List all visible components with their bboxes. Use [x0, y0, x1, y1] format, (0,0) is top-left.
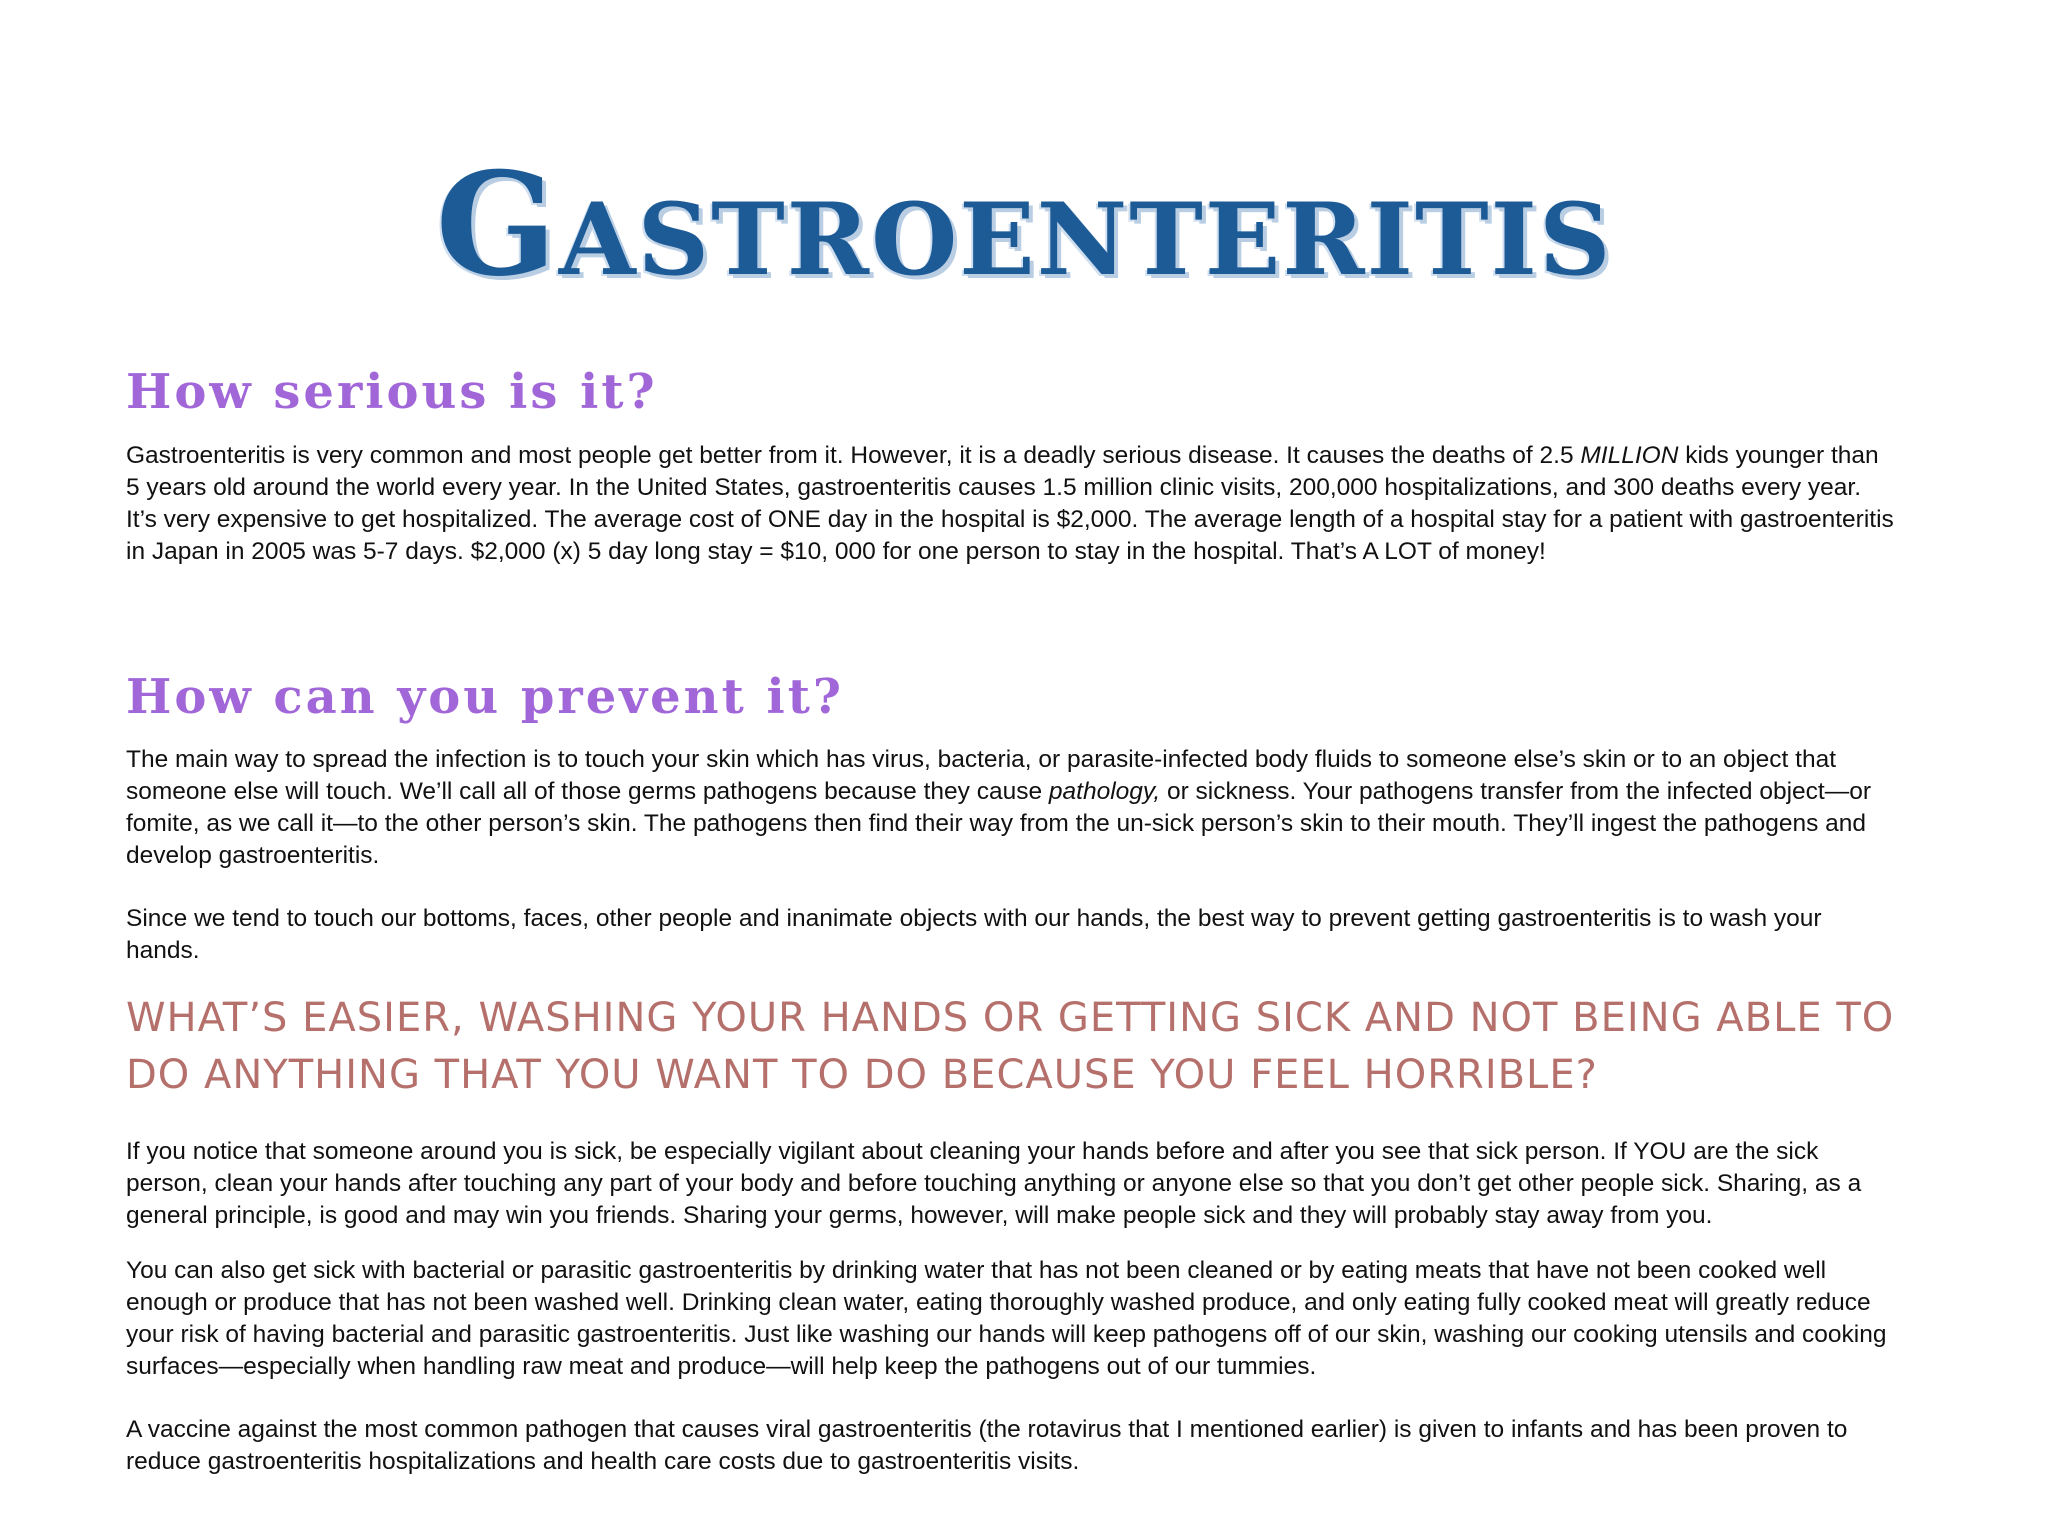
paragraph-text: Gastroenteritis is very common and most people get better from it. However, it is a deadly serious disease. It causes the deaths of 2.5	[126, 442, 1581, 469]
emphasis-text: pathology,	[1048, 778, 1161, 805]
paragraph-seriousness	[126, 440, 1896, 568]
document-title: Gastroenteritis	[435, 142, 1613, 308]
emphasis-text: MILLION	[1580, 442, 1679, 469]
callout-question: WHAT’S EASIER, WASHING YOUR HANDS OR GETTING SICK AND NOT BEING ABLE TO DO ANYTHING THAT YOU WANT TO DO BECAUSE YOU FEEL HORRIBLE?	[126, 995, 1895, 1098]
paragraph-food-water: You can also get sick with bacterial or parasitic gastroenteritis by drinking water that has not been cleaned or by eating meats that have not been cooked well enough or produce that has not been washed well. Drinking clean water, eating thoroughly washed produce, and only eating fully cooked meat will greatly reduce your risk of having bacterial and parasitic gastroenteritis. Just like washing our hands will keep pathogens off of our skin, washing our cooking utensils and cooking surfaces—especially when handling raw meat and produce—will help keep the pathogens out of our tummies.	[126, 1257, 1887, 1380]
paragraph-text: or sickness. Your pathogens transfer from the infected object—or fomite, as we call it—to the other person’s skin. The pathogens then find their way from the un-sick person’s skin to their mouth. They’ll ingest the pathogens and develop gastroenteritis.	[126, 778, 1872, 869]
section-heading-how-prevent: How can you prevent it?	[126, 669, 844, 725]
paragraph-sick-person: If you notice that someone around you is sick, be especially vigilant about cleaning your hands before and after you see that sick person. If YOU are the sick person, clean your hands after touching any part of your body and before touching anything or anyone else so that you don’t get other people sick. Sharing, as a general principle, is good and may win you friends. Sharing your germs, however, will make people sick and they will probably stay away from you.	[126, 1138, 1862, 1229]
section-heading-how-serious: How serious is it?	[126, 364, 658, 420]
paragraph-spread	[126, 744, 1896, 872]
paragraph-text: The main way to spread the infection is to touch your skin which has virus, bacteria, or parasite-infected body fluids to someone else’s skin or to an object that someone else will touch. We’ll call all of those germs pathogens because they cause	[126, 746, 1836, 805]
paragraph-vaccine: A vaccine against the most common pathogen that causes viral gastroenteritis (the rotavirus that I mentioned earlier) is given to infants and has been proven to reduce gastroenteritis hospitalizations and health care costs due to gastroenteritis visits.	[126, 1416, 1848, 1475]
paragraph-text: kids younger than 5 years old around the world every year. In the United States, gastroenteritis causes 1.5 million clinic visits, 200,000 hospitalizations, and 300 deaths every year. It’s very expensive to get hospitalized. The average cost of ONE day in the hospital is $2,000. The average length of a hospital stay for a patient with gastroenteritis in Japan in 2005 was 5-7 days. $2,000 (x) 5 day long stay = $10, 000 for one person to stay in the hospital. That’s A LOT of money!	[126, 442, 1894, 565]
paragraph-wash-hands: Since we tend to touch our bottoms, faces, other people and inanimate objects with our hands, the best way to prevent getting gastroenteritis is to wash your hands.	[126, 905, 1822, 964]
